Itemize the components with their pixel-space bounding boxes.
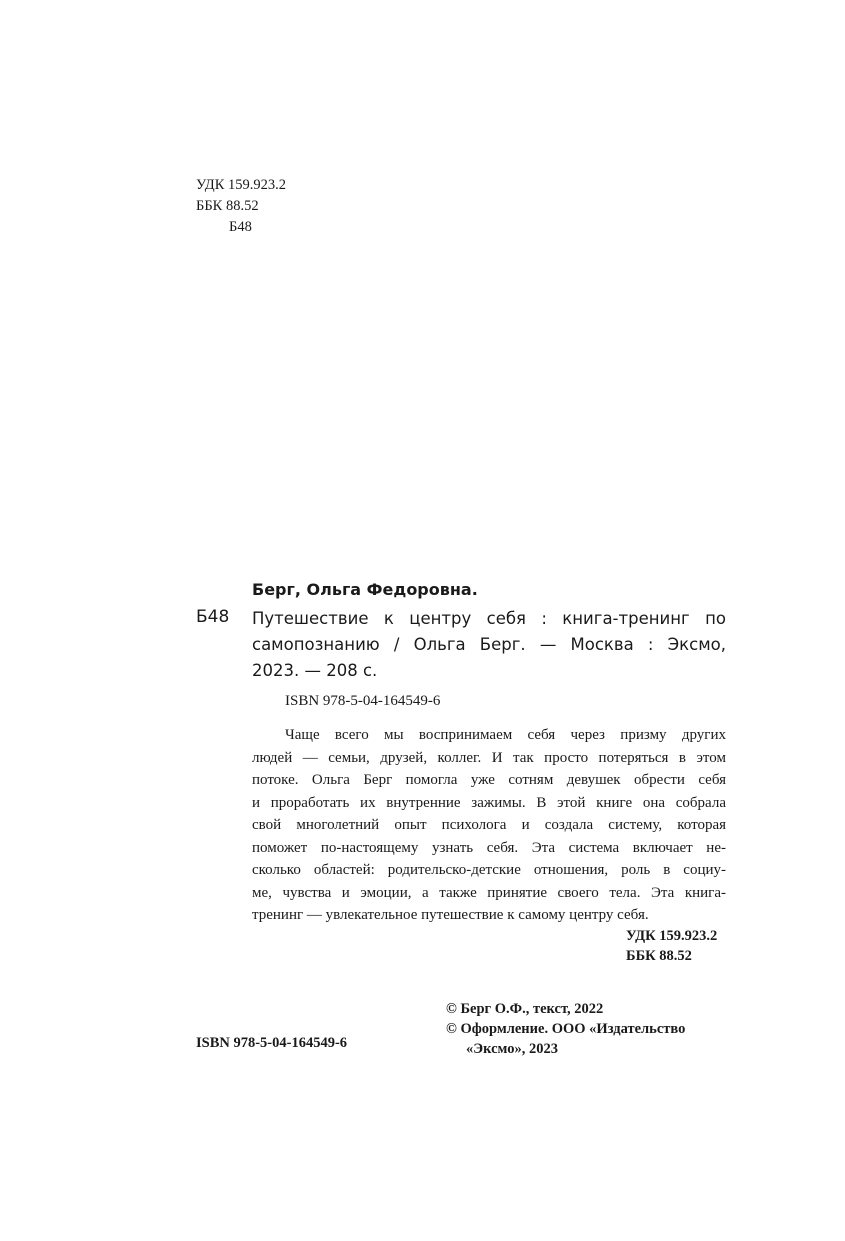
copyright-text: © Берг О.Ф., текст, 2022 — [446, 1001, 604, 1017]
author-mark: Б48 — [229, 219, 252, 235]
bbk-code: ББК 88.52 — [196, 198, 259, 214]
annotation-line: сколько областей: родительско-детские отношения, роль в социу- — [252, 862, 726, 878]
udk-code-bottom: УДК 159.923.2 — [626, 928, 718, 944]
annotation-line: ме, чувства и эмоции, а также принятие своего тела. Эта книга- — [252, 884, 726, 901]
author-name: Берг, Ольга Федоровна. — [252, 580, 478, 599]
copyright-design-cont: «Эксмо», 2023 — [466, 1041, 558, 1057]
title-line: самопознанию / Ольга Берг. — Москва : Эксмо, — [252, 635, 726, 654]
annotation-line: потоке. Ольга Берг помогла уже сотням девушек обрести себя — [252, 772, 726, 788]
annotation-line: Чаще всего мы воспринимаем себя через призму других — [285, 727, 726, 743]
entry-author-mark: Б48 — [196, 607, 230, 627]
annotation-line: тренинг — увлекательное путешествие к самому центру себя. — [252, 907, 649, 923]
title-line: 2023. — 208 с. — [252, 661, 378, 680]
annotation — [252, 724, 726, 927]
isbn-bottom: ISBN 978-5-04-164549-6 — [196, 1035, 348, 1051]
annotation-line: людей — семьи, друзей, коллег. И так просто потеряться в этом — [252, 749, 726, 766]
udk-code: УДК 159.923.2 — [196, 177, 286, 193]
entry-isbn: ISBN 978-5-04-164549-6 — [285, 693, 441, 709]
copyright-design: © Оформление. ООО «Издательство — [446, 1021, 686, 1037]
annotation-line: и проработать их внутренние зажимы. В этой книге она собрала — [252, 794, 726, 811]
annotation-line: поможет по-настоящему узнать себя. Эта система включает не- — [252, 839, 726, 856]
title-line: Путешествие к центру себя : книга-тренинг по — [252, 609, 726, 628]
bbk-code-bottom: ББК 88.52 — [626, 948, 692, 964]
annotation-line: свой многолетний опыт психолога и создала систему, которая — [252, 817, 726, 833]
bibliographic-title — [252, 606, 726, 684]
